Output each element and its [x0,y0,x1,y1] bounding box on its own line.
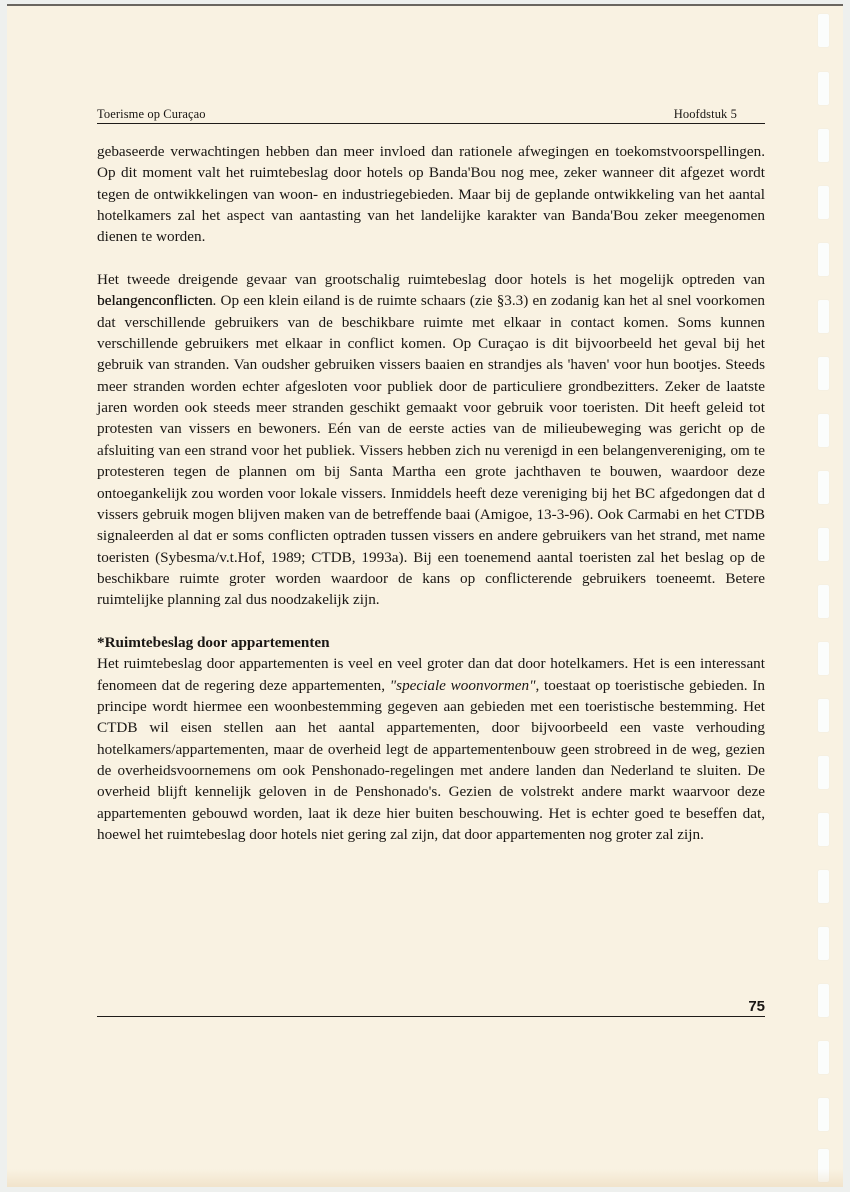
binder-hole [818,300,829,333]
paragraph [97,653,765,845]
paragraph-text: . Op een klein eiland is de ruimte schaars (zie §3.3) en zodanig kan het al snel voorkomen dat verschillende gebruikers van de beschikbare ruimte met elkaar in contact komen. Soms kunnen verschillende gebruikers met elkaar in conflict komen. Op Curaçao is dit bijvoorbeeld het geval bij het gebruik van stranden. Van oudsher gebruiken vissers baaien en strandjes als 'haven' voor hun bootjes. Steeds meer stranden worden echter afgesloten voor publiek door de particuliere grondbezitters. Zeker de laatste jaren worden ook steeds meer stranden geschikt gemaakt voor gebruik voor toeristen. Dit heeft geleid tot protesten van vissers en bewoners. Eén van de eerste acties van de milieubeweging was gericht op de afsluiting van een strand voor het publiek. Vissers hebben zich nu verenigd in een belangenvereniging, om te protesteren tegen de plannen om bij Santa Martha een grote jachthaven te bouwen, waardoor deze ontoegankelijk zou worden voor lokale vissers. Inmiddels heeft deze vereniging bij het BC afgedongen dat d vissers gebruik mogen blijven maken van de betreffende baai (Amigoe, 13-3-96). Ook Carmabi en het CTDB signaleerden al dat er soms conflicten optraden tussen vissers en andere gebruikers van het strand, met name toeristen (Sybesma/v.t.Hof, 1989; CTDB, 1993a). Bij een toenemend aantal toeristen zal het beslag op de beschikbare ruimte groter worden waardoor de kans op conflicterende gebruikers toeneemt. Betere ruimtelijke planning zal dus noodzakelijk zijn. [97,292,765,609]
binder-hole [818,756,829,789]
italic-term: "speciale woonvormen" [389,676,536,694]
binder-hole [818,72,829,105]
binder-hole [818,870,829,903]
binder-hole [818,984,829,1017]
paragraph-text: , toestaat op toeristische gebieden. In principe wordt hiermee een woonbestemming gegeven aan gebieden met een toeristische bestemming. Het CTDB wil eisen stellen aan het aantal appartementen, door bijvoorbeeld een vaste verhouding hotelkamers/appartementen, maar de overheid legt de appartementenbouw geen strobreed in de weg, gezien de overheidsvoornemens om ook Penshonado-regelingen met andere landen dan Nederland te sluiten. De overheid blijft kennelijk geloven in de Penshonado's. Gezien de volstrekt andere markt waarvoor deze appartementen gebouwd worden, laat ik deze hier buiten beschouwing. Het is echter goed te beseffen dat, hoewel het ruimtebeslag door hotels niet gering zal zijn, dat door appartementen nog groter zal zijn. [97,676,765,843]
binder-hole [818,186,829,219]
running-head-chapter: Hoofdstuk 5 [673,107,737,121]
binder-hole [818,1149,829,1182]
paragraph-text: Het tweede dreigende gevaar van grootschalig ruimtebeslag door hotels is het mogelijk optreden van [97,271,765,289]
binder-hole [818,699,829,732]
body-text [97,141,765,845]
binder-hole [818,471,829,504]
binder-hole [818,813,829,846]
binder-hole [818,414,829,447]
binder-hole [818,642,829,675]
binder-hole [818,129,829,162]
binder-hole [818,585,829,618]
running-header [97,105,765,124]
binder-hole [818,1041,829,1074]
paragraph [97,269,765,611]
binder-hole [818,14,829,47]
binder-hole [818,927,829,960]
running-head-title: Toerisme op Curaçao [97,107,206,121]
page-number: 75 [748,998,765,1015]
binder-hole [818,243,829,276]
paragraph: gebaseerde verwachtingen hebben dan meer invloed dan rationele afwegingen en toekomstvoorspellingen. Op dit moment valt het ruimtebeslag door hotels op Banda'Bou nog mee, zeker wanneer dit afgezet wordt tegen de ontwikkelingen van woon- en industriegebieden. Maar bij de geplande ontwikkeling van het aantal hotelkamers zal het aspect van aantasting van het landelijke karakter van Banda'Bou zeker meegenomen dienen te worden. [97,143,765,246]
page-footer [97,998,765,1017]
binder-hole [818,1098,829,1131]
emphasis-term: belangenconflicten [97,292,213,310]
section-heading: *Ruimtebeslag door appartementen [97,633,330,651]
binder-hole [818,357,829,390]
paragraph-text: Het ruimtebeslag door appartementen is veel en veel groter dan dat door hotelkamers. Het is een interessant fenomeen dat de regering deze appartementen, [97,655,765,694]
binder-hole [818,528,829,561]
